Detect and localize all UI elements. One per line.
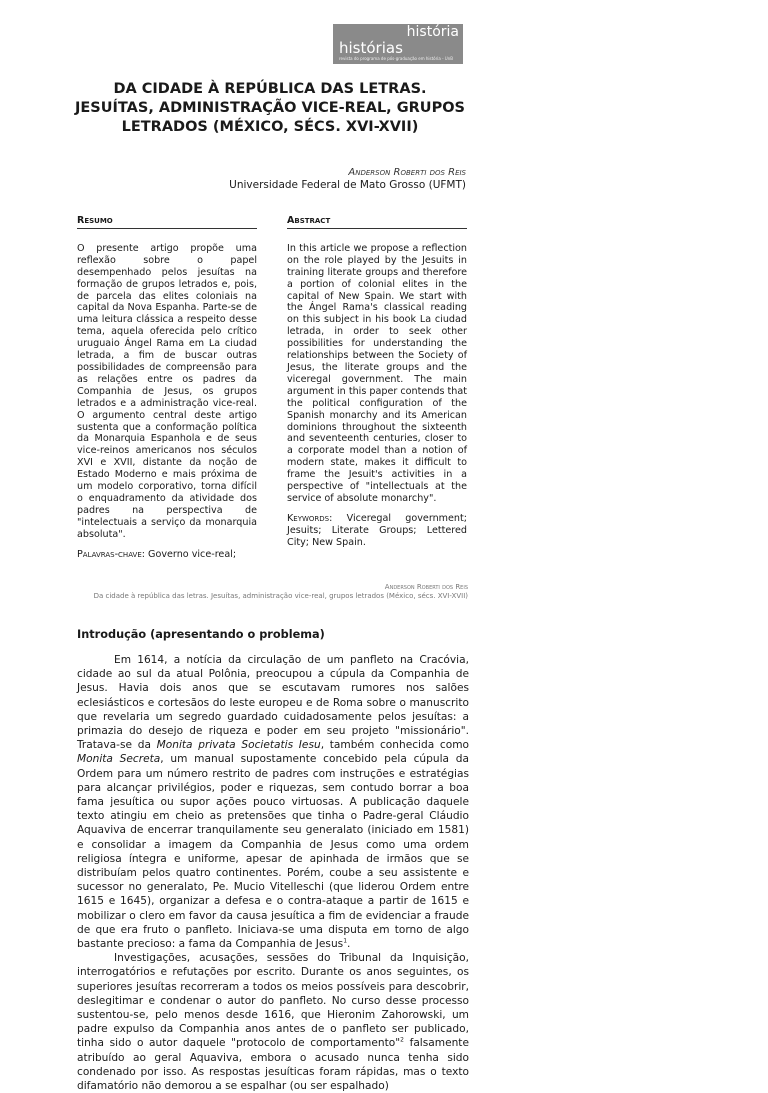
keywords-label: Palavras-chave: [77, 548, 145, 560]
text-run: Em 1614, a notícia da circulação de um panfleto na Cracóvia, cidade ao sul da atual Polônia, preocupou a cúpula da Companhia de Jesus. Havia dois anos que se escutavam rumores nos salões eclesiásticos e cortesãos do leste europeu e de Roma sobre o manuscrito que revelaria um segredo guardado cuidadosamente pelos jesuítas: a primazia do desejo de riqueza e poder em seu projeto "missionário". Tratava-se da [77, 654, 469, 752]
keywords-value: Viceregal government; Jesuits; Literate Groups; Lettered City; New Spain. [287, 512, 467, 548]
title-line: DA CIDADE À REPÚBLICA DAS LETRAS. [113, 81, 427, 97]
abstract-keywords [287, 513, 467, 549]
text-run: , um manual supostamente concebido pela cúpula da Ordem para um número restrito de padres com instruções e estratégias para alcançar privilégios, poder e riquezas, sem contudo borrar a boa fama jesuítica ou supor ações pouco virtuosas. A publicação daquele texto atingiu em cheio as pretensões que tinha o Padre-geral Cláudio Aquaviva de encerrar tranquilamente seu generalato (iniciado em 1581) e consolidar a imagem da Companhia de Jesus como uma ordem religiosa íntegra e uniforme, apesar de apinhada de irmãos que se distribuíam pelos quatro continentes. Porém, coube a seu assistente e sucessor no generalato, Pe. Mucio Vitelleschi (que liderou Ordem entre 1615 e 1645), organizar a defesa e o contra-ataque a partir de 1615 e mobilizar o clero em favor da causa jesuítica a fim de evidenciar a fraude de que era fruto o panfleto. Iniciava-se uma disputa em torno de algo bastante precioso: a fama da Companhia de Jesus [77, 753, 469, 951]
abstract-heading: Abstract [287, 215, 467, 229]
text-run: Investigações, acusações, sessões do Tribunal da Inquisição, interrogatórios e refutações por escrito. Durante os anos seguintes, os superiores jesuítas recorreram a todos os meios possíveis para descobrir, deslegitimar e condenar o autor do panfleto. No curso desse processo sustentou-se, pelo menos desde 1616, que Hieronim Zahorowski, um padre expulso da Companhia anos antes de o panfleto ser publicado, tinha sido o autor daquele "protocolo de comportamento" [77, 952, 469, 1050]
text-run: . [347, 938, 351, 951]
resumo-heading: Resumo [77, 215, 257, 229]
logo-tagline: revista do programa de pós-graduação em história - UnB [339, 56, 454, 61]
title-line: JESUÍTAS, ADMINISTRAÇÃO VICE-REAL, GRUPOS [75, 100, 465, 116]
italic-title: Monita privata Societatis Iesu [156, 739, 321, 752]
title-line: LETRADOS (MÉXICO, SÉCS. XVI-XVII) [121, 119, 419, 135]
running-header-title: Da cidade à república das letras. Jesuítas, administração vice-real, grupos letrados (México, sécs. XVI-XVII) [93, 592, 468, 600]
resumo-keywords [77, 549, 257, 561]
footnote-ref[interactable]: 2 [400, 1036, 404, 1044]
author-name: Anderson Roberti dos Reis [348, 167, 466, 178]
author-block [229, 166, 466, 192]
italic-title: Monita Secreta [77, 753, 161, 766]
resumo-text: O presente artigo propõe uma reflexão sobre o papel desempenhado pelos jesuítas na formação de grupos letrados e, pois, de parcela das elites coloniais na capital da Nova Espanha. Parte-se de uma leitura clássica a respeito desse tema, aquela oferecida pelo crítico uruguaio Ángel Rama em La ciudad letrada, a fim de buscar outras possibilidades de compreensão para as relações entre os padres da Companhia de Jesus, os grupos letrados e a administração vice-real. O argumento central deste artigo sustenta que a conformação política da Monarquia Espanhola e de seus vice-reinos americanos nos séculos XVI e XVII, distante da noção de Estado Moderno e mais próxima de um modelo corporativo, torna difícil o enquadramento da atividade dos padres na perspectiva de "intelectuais a serviço da monarquia absoluta". [77, 242, 257, 540]
abstract-column [287, 215, 467, 549]
section-heading: Introdução (apresentando o problema) [77, 628, 325, 641]
text-run: falsamente atribuído ao geral Aquaviva, embora o acusado nunca tenha sido condenado por isso. As respostas jesuíticas foram rápidas, mas o texto difamatório não demorou a se espalhar (ou ser espalhado) [77, 1037, 469, 1093]
article-title [70, 80, 470, 137]
footnote-ref[interactable]: 1 [343, 937, 348, 945]
journal-logo [333, 24, 463, 64]
paragraph [77, 653, 469, 951]
text-run: , também conhecida como [320, 739, 469, 752]
keywords-value: Governo vice-real; [148, 548, 237, 560]
logo-line2: histórias [339, 39, 403, 57]
abstract-text: In this article we propose a reflection on the role played by the Jesuits in training literate groups and therefore a portion of colonial elites in the capital of New Spain. We start with the Ángel Rama's classical reading on this subject in his book La ciudad letrada, in order to seek other possibilities for understanding the relationships between the Society of Jesus, the literate groups and the viceregal government. The main argument in this paper contends that the political configuration of the Spanish monarchy and its American dominions throughout the sixteenth and seventeenth centuries, closer to a corporate model than a notion of modern state, makes it difficult to frame the Jesuit's activities in a perspective of "intellectuals at the service of absolute monarchy". [287, 242, 467, 504]
running-header [94, 583, 468, 601]
body-text [77, 653, 469, 1093]
resumo-column [77, 215, 257, 560]
running-header-author: Anderson Roberti dos Reis [384, 583, 468, 591]
keywords-label: Keywords: [287, 512, 333, 524]
logo-line1: história [406, 24, 459, 40]
paragraph [77, 951, 469, 1093]
author-affiliation: Universidade Federal de Mato Grosso (UFMT) [229, 179, 466, 191]
